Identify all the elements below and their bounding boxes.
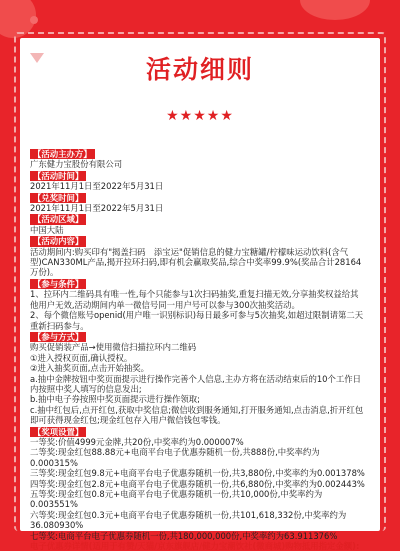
section-prize-settings xyxy=(30,426,366,541)
section-line: ②进入抽奖页面,点击开始抽奖。 xyxy=(30,363,150,374)
section-activity-time xyxy=(30,170,366,192)
section-line: ①进入授权页面,确认授权。 xyxy=(30,352,133,363)
section-tag: 【活动主办方】 xyxy=(30,149,95,159)
section-line: a.抽中金牌按钮中奖页面提示进行操作完善个人信息,主办方将在活动结束后的10个工作日内按照中奖人填写的信息发出; xyxy=(30,373,361,394)
coupon-details-note: 电子优惠券详情(适用于有赞/天猫/京东旗舰店/健力宝潮饮社(微商城)购物抵用指定金额): xyxy=(30,541,360,551)
prize-line: 七等奖:电商平台电子优惠券随机一份,共180,000,000份,中奖率约为63.911376% xyxy=(30,530,338,541)
section-tag: 【活动时间】 xyxy=(30,171,86,181)
section-participation-method xyxy=(30,331,366,426)
stars-decoration: ★★★★★ xyxy=(166,108,234,124)
background-dot xyxy=(30,16,38,24)
section-tag: 【参与方式】 xyxy=(30,332,86,342)
section-activity-region xyxy=(30,213,366,235)
section-line: c.抽中红包后,点开红包,获取中奖信息;微信收到服务通知,打开服务通知,点击消息,折开红包即可获得现金红包;现金红包存入用户微信钱包零钱。 xyxy=(30,404,364,426)
section-tag: 【奖项设置】 xyxy=(30,427,86,437)
section-participation-conditions xyxy=(30,278,366,331)
section-line: 1、拉环内二维码具有唯一性,每个只能参与1次扫码抽奖,重复扫描无效,分享抽奖权益给其他用户无效,活动期间内单一微信号同一用户号可以参与300次抽奖活动。 xyxy=(30,289,359,310)
section-tag: 【活动区域】 xyxy=(30,214,86,224)
background-dot xyxy=(300,0,370,20)
prize-line: 四等奖:现金红包2.8元+电商平台电子优惠券随机一份,共6,880份,中奖率约为0.002443% xyxy=(30,478,365,489)
section-tag: 【参与条件】 xyxy=(30,279,86,289)
section-line: 2021年11月1日至2022年5月31日 xyxy=(30,181,164,192)
prize-line: 六等奖:现金红包0.3元+电商平台电子优惠券随机一份,共101,618,332份,中奖率约为36.080930% xyxy=(30,509,347,531)
section-tag: 【活动内容】 xyxy=(30,236,86,246)
section-activity-content xyxy=(30,235,366,278)
section-line: 活动期间内:购买印有"揭盖扫码 添宝运"促销信息的健力宝糖罐/柠檬味运动饮料(含气型)CAN330ML产品,揭开拉环扫码,即有机会赢取奖品,综合中奖率99.9%(奖品合计28164万份)。 xyxy=(30,246,362,278)
section-line: 2021年11月1日至2022年5月31日 xyxy=(30,203,164,214)
section-line: 中国大陆 xyxy=(30,224,64,235)
prize-line: 二等奖:现金红包88.88元+电商平台电子优惠券随机一份,共888份,中奖率约为0.000315% xyxy=(30,447,320,468)
prize-line: 一等奖:价值4999元金牌,共20份,中奖率约为0.000007% xyxy=(30,436,244,447)
section-line: 广东健力宝股份有限公司 xyxy=(30,159,123,170)
section-line: b.抽中电子券按照中奖页面提示进行操作领取; xyxy=(30,394,200,405)
section-line: 2、每个微信账号openid(用户唯一识别标识)每日最多可参与5次抽奖,如超过限制请第二天重新扫码参与。 xyxy=(30,310,364,331)
page-title: 活动细则 xyxy=(145,55,254,84)
section-tag: 【兑奖时间】 xyxy=(30,193,86,203)
prize-line: 五等奖:现金红包0.8元+电商平台电子优惠券随机一份,共10,000份,中奖率约为0.003551% xyxy=(30,489,323,510)
section-line: 购买促销装产品→使用微信扫描拉环内二维码 xyxy=(30,342,197,353)
rules-content xyxy=(30,148,366,551)
section-organizer xyxy=(30,148,366,170)
section-redeem-time xyxy=(30,192,366,214)
prize-line: 三等奖:现金红包9.8元+电商平台电子优惠券随机一份,共3,880份,中奖率约为0.001378% xyxy=(30,468,365,479)
